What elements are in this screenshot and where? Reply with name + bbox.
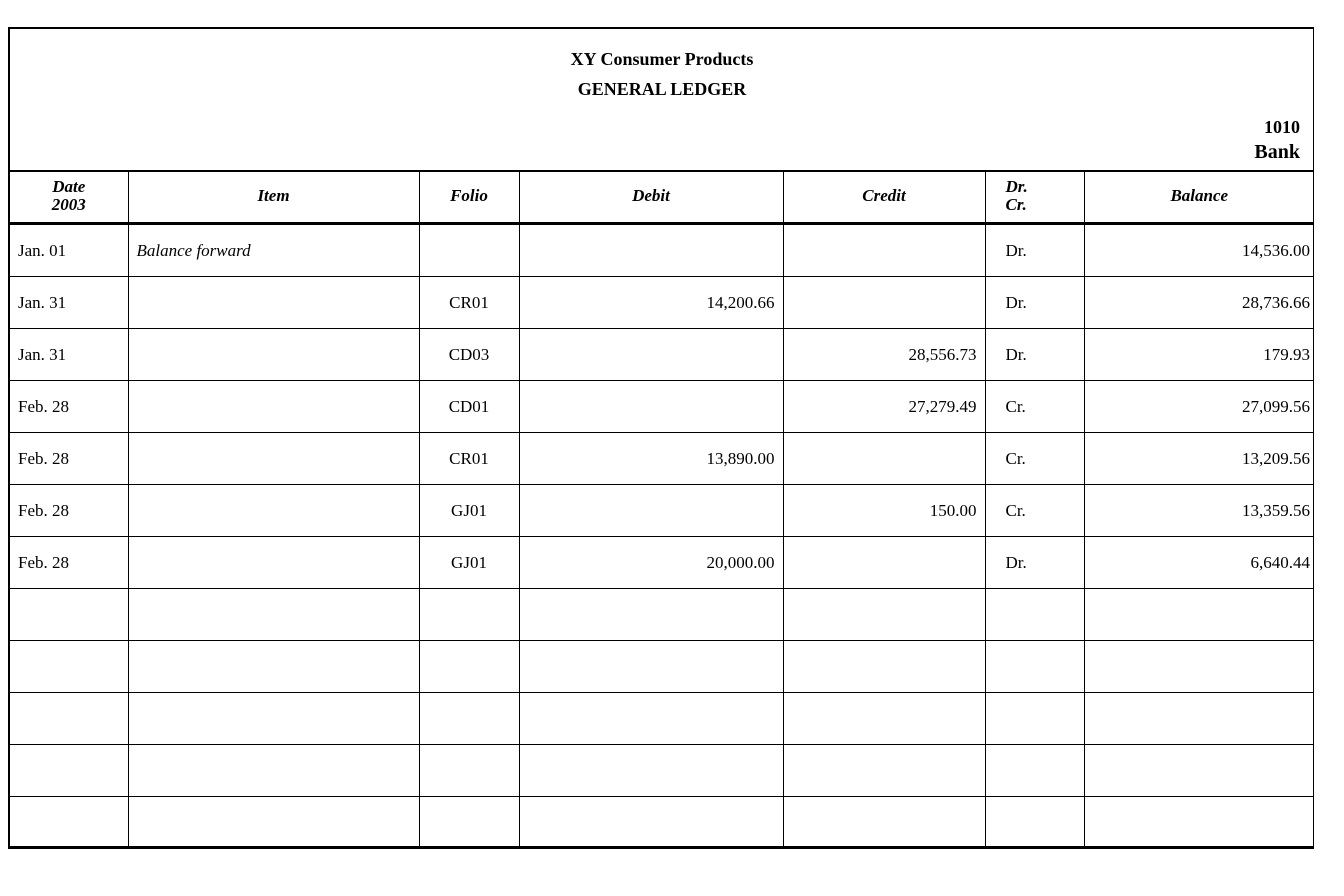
cell-folio: CD01 xyxy=(419,381,519,433)
cell-drcr: Dr. xyxy=(985,224,1084,277)
cell-item xyxy=(128,693,419,745)
cell-credit: 150.00 xyxy=(783,485,985,537)
cell-debit xyxy=(519,693,783,745)
cell-debit xyxy=(519,224,783,277)
cell-debit xyxy=(519,745,783,797)
cell-balance: 13,359.56 xyxy=(1084,485,1314,537)
cell-date: Feb. 28 xyxy=(10,485,128,537)
cell-item xyxy=(128,277,419,329)
cell-debit xyxy=(519,485,783,537)
cell-drcr xyxy=(985,589,1084,641)
cell-drcr xyxy=(985,745,1084,797)
cell-debit: 13,890.00 xyxy=(519,433,783,485)
cell-folio xyxy=(419,224,519,277)
cell-balance: 179.93 xyxy=(1084,329,1314,381)
cell-date xyxy=(10,745,128,797)
cell-folio xyxy=(419,641,519,693)
cell-item xyxy=(128,641,419,693)
cell-folio xyxy=(419,589,519,641)
cell-folio: CD03 xyxy=(419,329,519,381)
col-header-debit: Debit xyxy=(519,170,783,224)
cell-drcr xyxy=(985,693,1084,745)
cell-balance xyxy=(1084,745,1314,797)
col-header-drcr xyxy=(985,170,1084,224)
ledger-title: GENERAL LEDGER xyxy=(577,79,747,99)
cell-balance xyxy=(1084,589,1314,641)
cell-credit xyxy=(783,277,985,329)
cell-credit xyxy=(783,537,985,589)
cell-drcr: Dr. xyxy=(985,329,1084,381)
cell-drcr: Dr. xyxy=(985,537,1084,589)
cell-balance xyxy=(1084,797,1314,849)
cell-item xyxy=(128,589,419,641)
cell-debit: 20,000.00 xyxy=(519,537,783,589)
table-row xyxy=(10,537,1314,589)
cell-date xyxy=(10,589,128,641)
cell-folio: CR01 xyxy=(419,277,519,329)
table-row-empty xyxy=(10,641,1314,693)
general-ledger-form xyxy=(8,27,1314,849)
cell-folio xyxy=(419,693,519,745)
cell-item xyxy=(128,329,419,381)
cell-date xyxy=(10,797,128,849)
ledger-table xyxy=(10,170,1314,848)
cell-credit: 27,279.49 xyxy=(783,381,985,433)
cell-credit xyxy=(783,641,985,693)
table-row-empty xyxy=(10,797,1314,849)
drcr-header-cr: Cr. xyxy=(1005,195,1027,214)
cell-drcr xyxy=(985,797,1084,849)
cell-credit xyxy=(783,745,985,797)
cell-balance xyxy=(1084,641,1314,693)
cell-date: Jan. 01 xyxy=(10,224,128,277)
cell-drcr: Cr. xyxy=(985,485,1084,537)
cell-date xyxy=(10,693,128,745)
header-row xyxy=(10,170,1314,224)
account-number: 1010 xyxy=(1264,117,1300,137)
table-row xyxy=(10,433,1314,485)
cell-debit xyxy=(519,797,783,849)
cell-item xyxy=(128,381,419,433)
cell-balance: 6,640.44 xyxy=(1084,537,1314,589)
cell-balance: 13,209.56 xyxy=(1084,433,1314,485)
cell-drcr: Cr. xyxy=(985,433,1084,485)
date-header-label: Date xyxy=(52,177,86,196)
account-name: Bank xyxy=(1254,141,1300,163)
cell-credit xyxy=(783,693,985,745)
col-header-balance: Balance xyxy=(1084,170,1314,224)
drcr-header-dr: Dr. xyxy=(1005,177,1028,196)
cell-item xyxy=(128,797,419,849)
cell-date: Feb. 28 xyxy=(10,433,128,485)
ledger-header xyxy=(10,29,1314,172)
cell-item xyxy=(128,433,419,485)
table-row-empty xyxy=(10,745,1314,797)
cell-folio xyxy=(419,797,519,849)
cell-item: Balance forward xyxy=(128,224,419,277)
date-header-year: 2003 xyxy=(51,195,86,214)
cell-drcr xyxy=(985,641,1084,693)
table-row-empty xyxy=(10,589,1314,641)
cell-balance: 27,099.56 xyxy=(1084,381,1314,433)
cell-folio: GJ01 xyxy=(419,537,519,589)
cell-date: Jan. 31 xyxy=(10,329,128,381)
cell-date: Feb. 28 xyxy=(10,381,128,433)
cell-debit xyxy=(519,641,783,693)
cell-date: Jan. 31 xyxy=(10,277,128,329)
cell-balance xyxy=(1084,693,1314,745)
table-row xyxy=(10,277,1314,329)
cell-folio xyxy=(419,745,519,797)
cell-debit: 14,200.66 xyxy=(519,277,783,329)
cell-credit: 28,556.73 xyxy=(783,329,985,381)
cell-drcr: Dr. xyxy=(985,277,1084,329)
table-row xyxy=(10,329,1314,381)
cell-credit xyxy=(783,589,985,641)
table-row-empty xyxy=(10,693,1314,745)
company-name: XY Consumer Products xyxy=(570,49,754,69)
col-header-credit: Credit xyxy=(783,170,985,224)
cell-credit xyxy=(783,433,985,485)
cell-debit xyxy=(519,329,783,381)
cell-item xyxy=(128,485,419,537)
cell-item xyxy=(128,745,419,797)
cell-debit xyxy=(519,381,783,433)
cell-drcr: Cr. xyxy=(985,381,1084,433)
col-header-date xyxy=(10,170,128,224)
col-header-folio: Folio xyxy=(419,170,519,224)
col-header-item: Item xyxy=(128,170,419,224)
cell-credit xyxy=(783,224,985,277)
table-row xyxy=(10,381,1314,433)
cell-date: Feb. 28 xyxy=(10,537,128,589)
cell-folio: CR01 xyxy=(419,433,519,485)
cell-date xyxy=(10,641,128,693)
cell-item xyxy=(128,537,419,589)
table-row xyxy=(10,224,1314,277)
cell-folio: GJ01 xyxy=(419,485,519,537)
cell-debit xyxy=(519,589,783,641)
cell-balance: 14,536.00 xyxy=(1084,224,1314,277)
table-row xyxy=(10,485,1314,537)
cell-credit xyxy=(783,797,985,849)
cell-balance: 28,736.66 xyxy=(1084,277,1314,329)
